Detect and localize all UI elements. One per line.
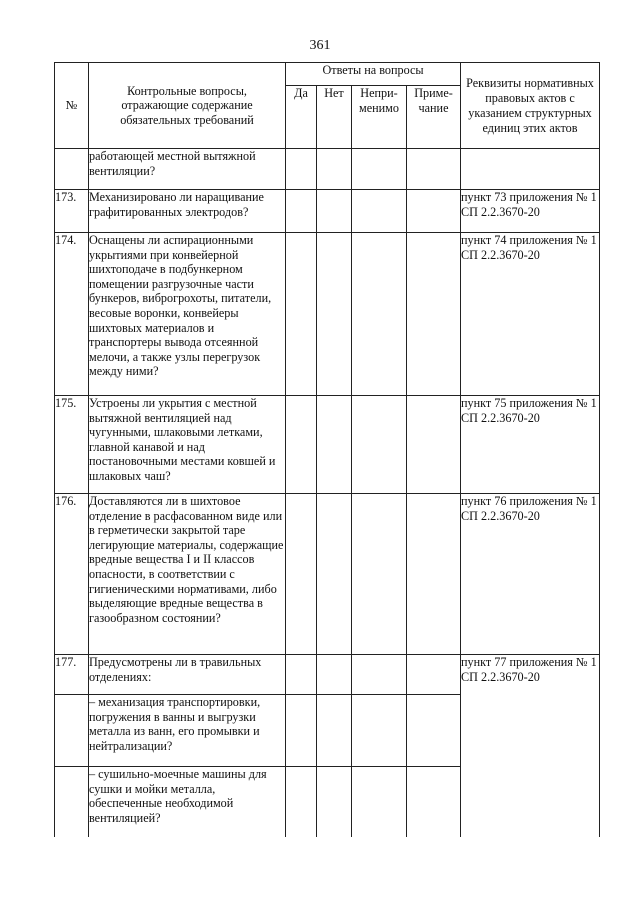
answer-no-cell[interactable] — [317, 233, 352, 396]
answer-na-cell[interactable] — [352, 494, 407, 655]
page-number: 361 — [309, 38, 331, 53]
header-yes: Да — [286, 86, 317, 149]
answer-note-cell[interactable] — [407, 149, 461, 190]
answer-note-cell[interactable] — [407, 695, 461, 767]
question-text: Устроены ли укрытия с местной вытяжной вентиляцией над чугунными, шлаковыми летками, главной канавой и над постановочными местами ковшей и шлаковых чаш? — [89, 396, 286, 494]
header-no: Нет — [317, 86, 352, 149]
header-note: Приме-чание — [407, 86, 461, 149]
answer-no-cell[interactable] — [317, 767, 352, 837]
table-row — [55, 233, 600, 396]
answer-na-cell[interactable] — [352, 695, 407, 767]
question-text: работающей местной вытяжной вентиляции? — [89, 149, 286, 190]
header-requisites: Реквизиты нормативных правовых актов с указанием структурных единиц этих актов — [461, 63, 600, 149]
table-row — [55, 149, 600, 190]
header-num: № — [55, 63, 89, 149]
answer-no-cell[interactable] — [317, 190, 352, 233]
checklist-table — [54, 62, 600, 837]
requisites-text: пункт 77 приложения № 1 СП 2.2.3670-20 — [461, 655, 600, 837]
row-number — [55, 767, 89, 837]
row-number: 176. — [55, 494, 89, 655]
row-number: 174. — [55, 233, 89, 396]
answer-note-cell[interactable] — [407, 190, 461, 233]
answer-note-cell[interactable] — [407, 767, 461, 837]
answer-yes-cell[interactable] — [286, 655, 317, 695]
answer-note-cell[interactable] — [407, 494, 461, 655]
answer-note-cell[interactable] — [407, 396, 461, 494]
table-row — [55, 494, 600, 655]
row-number — [55, 695, 89, 767]
row-number: 177. — [55, 655, 89, 695]
answer-na-cell[interactable] — [352, 396, 407, 494]
answer-no-cell[interactable] — [317, 655, 352, 695]
answer-na-cell[interactable] — [352, 767, 407, 837]
answer-yes-cell[interactable] — [286, 149, 317, 190]
header-question: Контрольные вопросы, отражающие содержание обязательных требований — [89, 63, 286, 149]
answer-na-cell[interactable] — [352, 149, 407, 190]
question-text: Доставляются ли в шихтовое отделение в расфасованном виде или в герметически закрытой таре легирующие материалы, содержащие вредные вещества I и II классов опасности, в соответствии с гигиеническими нормативами, либо выделяющие вредные вещества в газообразном состоянии? — [89, 494, 286, 655]
row-number — [55, 149, 89, 190]
answer-na-cell[interactable] — [352, 655, 407, 695]
answer-note-cell[interactable] — [407, 233, 461, 396]
table-row — [55, 655, 600, 695]
answer-yes-cell[interactable] — [286, 695, 317, 767]
question-text: Оснащены ли аспирационными укрытиями при конвейерной шихтоподаче в подбункерном помещении разгрузочные части бункеров, виброгрохоты, питатели, весовые воронки, конвейеры шихтовых материалов и транспортеры вывода отсеянной мелочи, а также узлы перегрузок между ними? — [89, 233, 286, 396]
answer-yes-cell[interactable] — [286, 494, 317, 655]
answer-no-cell[interactable] — [317, 695, 352, 767]
answer-no-cell[interactable] — [317, 149, 352, 190]
answer-yes-cell[interactable] — [286, 233, 317, 396]
requisites-text: пункт 75 приложения № 1 СП 2.2.3670-20 — [461, 396, 600, 494]
answer-yes-cell[interactable] — [286, 767, 317, 837]
requisites-text: пункт 74 приложения № 1 СП 2.2.3670-20 — [461, 233, 600, 396]
answer-yes-cell[interactable] — [286, 396, 317, 494]
answer-no-cell[interactable] — [317, 494, 352, 655]
answer-na-cell[interactable] — [352, 190, 407, 233]
answer-note-cell[interactable] — [407, 655, 461, 695]
row-number: 175. — [55, 396, 89, 494]
question-text: Механизировано ли наращивание графитированных электродов? — [89, 190, 286, 233]
answer-na-cell[interactable] — [352, 233, 407, 396]
table-row — [55, 396, 600, 494]
header-not-applicable: Непри-менимо — [352, 86, 407, 149]
header-answers: Ответы на вопросы — [286, 63, 461, 86]
table-row — [55, 190, 600, 233]
answer-no-cell[interactable] — [317, 396, 352, 494]
row-number: 173. — [55, 190, 89, 233]
requisites-text — [461, 149, 600, 190]
requisites-text: пункт 73 приложения № 1 СП 2.2.3670-20 — [461, 190, 600, 233]
question-text: – сушильно-моечные машины для сушки и мойки металла, обеспеченные необходимой вентиляцией? — [89, 767, 286, 837]
answer-yes-cell[interactable] — [286, 190, 317, 233]
question-text: – механизация транспортировки, погружения в ванны и выгрузки металла из ванн, его промывки и нейтрализации? — [89, 695, 286, 767]
question-text: Предусмотрены ли в травильных отделениях: — [89, 655, 286, 695]
requisites-text: пункт 76 приложения № 1 СП 2.2.3670-20 — [461, 494, 600, 655]
